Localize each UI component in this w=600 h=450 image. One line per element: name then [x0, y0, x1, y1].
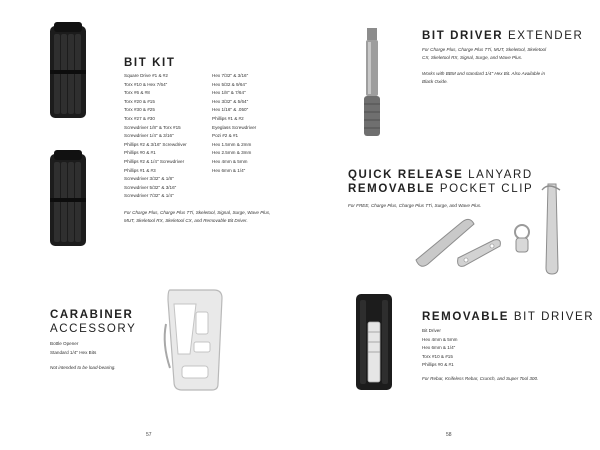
- page-number-left: 57: [146, 432, 152, 438]
- list-item: Bit Driver: [422, 328, 441, 333]
- page-number-right: 58: [446, 432, 452, 438]
- list-item: Phillips #2 & 3/16" Screwdriver: [124, 141, 187, 147]
- removable-bit-driver-image: [354, 292, 394, 392]
- right-page: [300, 0, 600, 450]
- list-item: Hex 7/32" & 3/16": [212, 73, 249, 78]
- bit-driver-extender-image: [360, 28, 384, 138]
- list-item: Torx #20 & #15: [124, 98, 155, 104]
- bit-kit-list-column-2: [212, 72, 256, 175]
- list-item: Hex 1/8" & 7/64": [212, 90, 246, 96]
- quick-release-title: QUICK RELEASE LANYARD REMOVABLE POCKET CLIP: [348, 169, 534, 195]
- list-item: Hex 1/16" & .050": [212, 107, 249, 113]
- list-item: Standard 1/4" Hex Bits: [50, 349, 97, 355]
- quick-release-note: For FREE, Charge Plus, Charge Plus TTi, Surge, and Wave Plus.: [348, 203, 482, 208]
- list-item: Bottle Opener: [50, 341, 79, 346]
- list-item: Phillips #1 & #3: [124, 167, 156, 173]
- bit-kit-image-bottom: [46, 150, 90, 250]
- list-item: Hex 4mm & 5mm: [212, 158, 248, 164]
- carabiner-note: Not intended to be load-bearing.: [50, 365, 116, 370]
- list-item: Torx #6 & #8: [124, 90, 150, 96]
- list-item: Hex 4mm & 5mm: [422, 336, 458, 342]
- bit-driver-extender-title: BIT DRIVER EXTENDER: [422, 30, 584, 42]
- list-item: Hex 6mm & 1/4": [212, 167, 246, 173]
- bit-driver-extender-note-1: For Charge Plus, Charge Plus TTi, MUT, Skeletool, Skeletool CX, Skeletool RX, Signal, Surge, and Wave Plus.: [422, 47, 547, 60]
- list-item: Hex 2.5mm & 3mm: [212, 150, 252, 156]
- list-item: Hex 5/32 & 9/64": [212, 81, 247, 87]
- bit-kit-note: For Charge Plus, Charge Plus TTi, Skeletool, Signal, Surge, Wave Plus, MUT, Skeletool RX, Skeletool CX, and Removable Bit Driver.: [124, 210, 271, 223]
- list-item: Phillips #1 & #2: [212, 115, 244, 121]
- carabiner-features: [50, 340, 96, 357]
- list-item: Pozi #2 & #1: [212, 133, 239, 139]
- list-item: Torx #27 & #30: [124, 115, 155, 121]
- list-item: Hex 1.5mm & 2mm: [212, 141, 252, 147]
- list-item: Hex 6mm & 1/4": [422, 345, 456, 351]
- bit-kit-image-top: [46, 22, 90, 122]
- removable-bit-driver-note: For Rebar, Knifeless Rebar, Crunch, and Super Tool 300.: [422, 376, 539, 381]
- list-item: Screwdriver 1/4" & 3/16": [124, 133, 174, 139]
- list-item: Screwdriver 5/32" & 3/16": [124, 184, 177, 190]
- pocket-clip-lanyard-image: [408, 180, 568, 280]
- list-item: Phillips #0 & #1: [124, 150, 156, 156]
- list-item: Square Drive #1 & #2: [124, 73, 168, 78]
- list-item: Torx #30 & #25: [124, 107, 155, 113]
- carabiner-title: CARABINER ACCESSORY: [50, 309, 137, 335]
- list-item: Screwdriver 3/32" & 1/8": [124, 176, 174, 182]
- list-item: Phillips #2 & 1/4" Screwdriver: [124, 158, 185, 164]
- list-item: Hex 3/32" & 5/64": [212, 98, 249, 104]
- list-item: Screwdriver 1/8" & Torx #15: [124, 124, 181, 130]
- list-item: Phillips #0 & #1: [422, 362, 454, 368]
- removable-bit-driver-title: REMOVABLE BIT DRIVER: [422, 311, 595, 323]
- list-item: Screwdriver 7/32" & 1/4": [124, 193, 174, 199]
- carabiner-image: [160, 284, 230, 394]
- removable-bit-driver-features: [422, 327, 457, 370]
- bit-kit-list-column-1: [124, 72, 187, 201]
- list-item: Eyeglass Screwdriver: [212, 124, 257, 130]
- bit-kit-title: BIT KIT: [124, 57, 176, 69]
- list-item: Torx #10 & #15: [422, 353, 453, 359]
- list-item: Torx #10 & Hex 7/64": [124, 81, 168, 87]
- bit-driver-extender-note-2: Works with BBM and standard 1/4" Hex Bit. Also Available in Black Oxide.: [422, 71, 545, 84]
